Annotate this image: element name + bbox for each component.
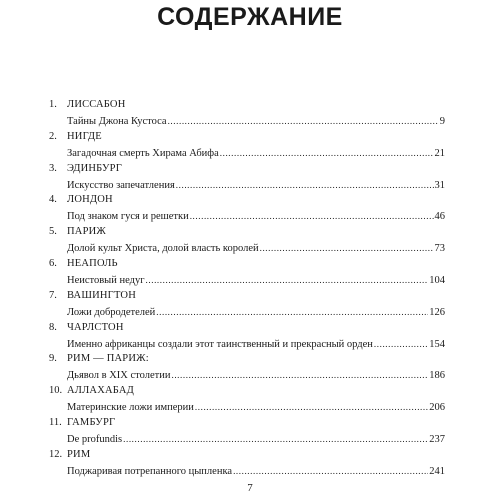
toc-entry[interactable] [49, 352, 445, 384]
entry-chapter-title: Искусство запечатления [67, 179, 175, 191]
dot-leader [260, 241, 434, 255]
entry-number: 12. [49, 448, 63, 460]
toc-chapter-line [67, 337, 445, 351]
entry-chapter-title: Материнские ложи империи [67, 402, 194, 414]
entry-number: 6. [49, 257, 57, 269]
toc-chapter-line [67, 432, 445, 446]
entry-city: ЧАРЛСТОН [67, 321, 124, 333]
toc-chapter-line [67, 114, 445, 128]
dot-leader [220, 146, 434, 160]
entry-page-number: 9 [439, 116, 445, 127]
entry-city: ПАРИЖ [67, 226, 106, 238]
entry-chapter-title: De profundis [67, 433, 123, 445]
entry-page-number: 154 [429, 338, 445, 350]
toc-chapter-line [67, 400, 445, 414]
entry-city: ЛИССАБОН [67, 99, 126, 110]
page-number: 7 [247, 482, 253, 494]
dot-leader [168, 114, 439, 128]
entry-number: 11. [49, 416, 62, 428]
entry-chapter-title: Под знаком гуся и решетки [67, 211, 189, 223]
entry-chapter-title: Тайны Джона Кустоса [67, 116, 167, 127]
toc-city-row [49, 416, 115, 430]
entry-city: ГАМБУРГ [67, 416, 116, 428]
dot-leader [146, 273, 429, 287]
entry-number: 4. [49, 194, 57, 206]
dot-leader [156, 305, 428, 319]
toc-chapter-line [67, 368, 445, 382]
toc-entry[interactable] [49, 225, 445, 257]
toc-entry[interactable] [49, 257, 445, 289]
entry-page-number: 126 [429, 306, 445, 318]
toc-chapter-line [67, 178, 445, 192]
toc-city-row [49, 321, 124, 335]
entry-page-number: 31 [434, 179, 445, 191]
entry-page-number: 46 [434, 211, 445, 223]
entry-page-number: 206 [429, 402, 445, 414]
entry-page-number: 21 [434, 147, 445, 159]
entry-chapter-title: Неистовый недуг [67, 274, 145, 286]
entry-chapter-title: Долой культ Христа, долой власть королей [67, 243, 259, 255]
toc-city-row [49, 98, 126, 112]
toc-entry[interactable] [49, 416, 445, 448]
toc-city-row [49, 193, 113, 207]
toc-chapter-line [67, 146, 445, 160]
entry-chapter-title: Загадочная смерть Хирама Абифа [67, 147, 219, 159]
toc-list [49, 98, 445, 480]
entry-number: 8. [49, 321, 57, 333]
entry-city: РИМ — ПАРИЖ: [67, 353, 149, 365]
entry-number: 5. [49, 226, 57, 238]
entry-page-number: 104 [429, 274, 445, 286]
entry-chapter-title: Ложи добродетелей [67, 306, 156, 318]
entry-number: 3. [49, 162, 57, 174]
toc-entry[interactable] [49, 193, 445, 225]
toc-entry[interactable] [49, 130, 445, 162]
entry-city: АЛЛАХАБАД [67, 385, 135, 397]
entry-city: НЕАПОЛЬ [67, 257, 118, 269]
entry-number: 9. [49, 353, 57, 365]
toc-chapter-line [67, 464, 445, 478]
toc-city-row [49, 384, 134, 398]
toc-entry[interactable] [49, 321, 445, 353]
toc-chapter-line [67, 209, 445, 223]
entry-number: 2. [49, 130, 57, 142]
toc-city-row [49, 130, 102, 144]
toc-city-row [49, 162, 122, 176]
toc-entry[interactable] [49, 162, 445, 194]
dot-leader [171, 368, 428, 382]
toc-entry[interactable] [49, 289, 445, 321]
toc-city-row [49, 352, 149, 366]
toc-chapter-line [67, 273, 445, 287]
dot-leader [195, 400, 428, 414]
entry-number: 7. [49, 289, 57, 301]
dot-leader [176, 178, 434, 192]
entry-city: НИГДЕ [67, 130, 102, 142]
entry-city: РИМ [67, 448, 91, 460]
entry-city: ВАШИНГТОН [67, 289, 136, 301]
page-title: СОДЕРЖАНИЕ [157, 3, 343, 31]
entry-chapter-title: Дьявол в XIX столетии [67, 370, 171, 382]
dot-leader [123, 432, 428, 446]
toc-entry[interactable] [49, 448, 445, 480]
toc-city-row [49, 257, 118, 271]
entry-number: 10. [49, 385, 63, 397]
dot-leader [233, 464, 428, 478]
toc-entry[interactable] [49, 384, 445, 416]
toc-chapter-line [67, 305, 445, 319]
entry-page-number: 186 [429, 370, 445, 382]
toc-chapter-line [67, 241, 445, 255]
entry-number: 1. [49, 99, 57, 110]
toc-city-row [49, 225, 106, 239]
toc-city-row [49, 448, 90, 462]
toc-city-row [49, 289, 136, 303]
entry-city: ЛОНДОН [67, 194, 113, 206]
entry-chapter-title: Поджаривая потрепанного цыпленка [67, 465, 233, 477]
entry-page-number: 237 [429, 433, 445, 445]
dot-leader [190, 209, 434, 223]
entry-page-number: 241 [429, 465, 445, 477]
entry-page-number: 73 [434, 243, 445, 255]
toc-entry[interactable] [49, 98, 445, 130]
entry-chapter-title: Именно африканцы создали этот таинственный и прекрасный орден [67, 338, 373, 350]
dot-leader [374, 337, 428, 351]
entry-city: ЭДИНБУРГ [67, 162, 122, 174]
